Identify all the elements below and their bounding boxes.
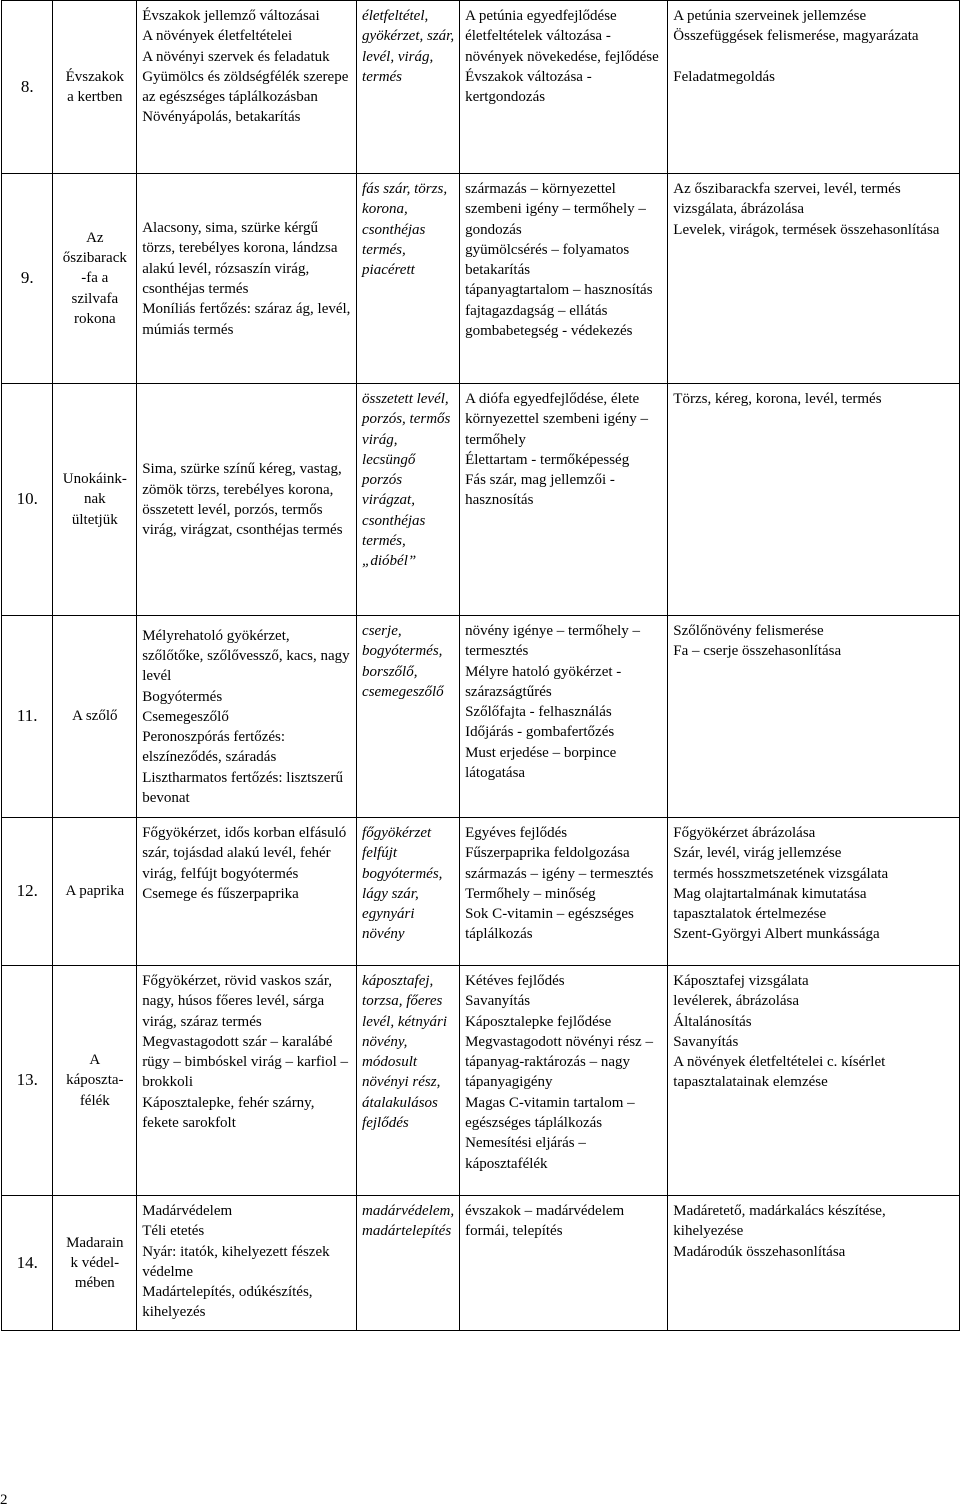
- content-line: Lisztharmatos fertőzés: lisztszerű bevonat: [142, 769, 347, 807]
- activities-line: Mag olajtartalmának kimutatása: [673, 885, 867, 902]
- activities-line: Feladatmegoldás: [673, 68, 775, 85]
- activities-line: Általánosítás: [673, 1013, 752, 1030]
- content-line: Csemegeszőlő: [142, 708, 229, 725]
- content-line: A növények életfeltételei: [142, 28, 293, 45]
- activities-line: termés hosszmetszetének vizsgálata: [673, 865, 889, 882]
- content-line: Főgyökérzet, idős korban elfásuló szár, tojásdad alakú levél, fehér virág, felfújt bogyótermés: [142, 825, 351, 882]
- connections-line: Mélyre hatoló gyökérzet - szárazságtűrés: [465, 663, 626, 700]
- connections-cell: [460, 174, 668, 384]
- topic-line: Unokáink-: [62, 471, 127, 488]
- content-line: Peronoszpórás fertőzés: elszíneződés, száradás: [142, 729, 289, 766]
- keywords-line: főgyökérzet felfújt bogyótermés, lágy szár, egynyári növény: [362, 825, 447, 943]
- content-line: Nyár: itatók, kihelyezett fészek védelme: [142, 1243, 334, 1280]
- connections-line: Termőhely – minőség: [465, 885, 596, 902]
- connections-line: évszakok – madárvédelem formái, telepítés: [465, 1203, 628, 1240]
- topic-cell: [53, 966, 137, 1196]
- topic-cell: [53, 384, 137, 616]
- topic-line: A szőlő: [72, 708, 118, 725]
- content-cell: [137, 174, 357, 384]
- keywords-line: életfeltétel, gyökérzet, szár, levél, virág, termés: [362, 8, 458, 85]
- content-cell: [137, 818, 357, 966]
- connections-line: növény igénye – termőhely – termesztés: [465, 623, 644, 660]
- activities-cell: [668, 1, 960, 174]
- page-number: 2: [0, 1492, 8, 1508]
- content-line: A növényi szervek és feladatuk: [142, 48, 330, 65]
- topic-cell: [53, 818, 137, 966]
- keywords-line: madárvédelem, madártelepítés: [362, 1203, 458, 1240]
- connections-line: Savanyítás: [465, 993, 531, 1010]
- connections-line: Megvastagodott növényi rész – tápanyag-raktározás – nagy tápanyagigény: [465, 1033, 657, 1091]
- topic-cell: [53, 1196, 137, 1331]
- topic-cell: [53, 616, 137, 818]
- content-line: Sima, szürke színű kéreg, vastag, zömök törzs, terebélyes korona, összetett levél, porzós, termős virág, virágzat, csonthéjas termés: [142, 461, 346, 539]
- content-line: Mélyrehatoló gyökérzet, szőlőtőke, szőlővessző, kacs, nagy levél: [142, 627, 354, 685]
- activities-line: Szár, levél, virág jellemzése: [673, 845, 842, 862]
- topic-line: a kertben: [67, 89, 123, 105]
- activities-line: Törzs, kéreg, korona, levél, termés: [673, 391, 882, 407]
- table-row: [2, 174, 960, 384]
- content-line: Évszakok jellemző változásai: [142, 8, 320, 24]
- connections-line: Évszakok változása - kertgondozás: [465, 68, 596, 106]
- table-row: [2, 1, 960, 174]
- topic-line: -fa a: [81, 270, 109, 287]
- activities-line: Madárodúk összehasonlítása: [673, 1243, 846, 1260]
- activities-cell: [668, 384, 960, 616]
- keywords-cell: [357, 966, 460, 1196]
- keywords-cell: [357, 1196, 460, 1331]
- content-line: Főgyökérzet, rövid vaskos szár, nagy, húsos főeres levél, sárga virág, száraz termés: [142, 973, 336, 1030]
- content-line: Moníliás fertőzés: száraz ág, levél, múmiás termés: [142, 301, 355, 338]
- table-row: [2, 1196, 960, 1331]
- connections-line: származás – igény – termesztés: [465, 865, 654, 882]
- content-line: Bogyótermés: [142, 688, 223, 705]
- connections-line: Időjárás - gombafertőzés: [465, 724, 615, 741]
- connections-cell: [460, 384, 668, 616]
- connections-cell: [460, 818, 668, 966]
- content-line: Csemege és fűszerpaprika: [142, 885, 299, 902]
- topic-line: A: [89, 1052, 101, 1069]
- topic-line: káposzta-: [66, 1072, 124, 1089]
- keywords-cell: [357, 818, 460, 966]
- content-line: Megvastagodott szár – karalábé rügy – bimbóskel virág – karfiol – brokkoli: [142, 1033, 352, 1091]
- table-row: [2, 384, 960, 616]
- topic-line: szilvafa: [71, 290, 119, 307]
- table-row: [2, 818, 960, 966]
- content-line: Növényápolás, betakarítás: [142, 109, 301, 126]
- keywords-cell: [357, 174, 460, 384]
- connections-line: Nemesítési eljárás – káposztafélék: [465, 1135, 590, 1172]
- activities-line: Fa – cserje összehasonlítása: [673, 643, 842, 660]
- connections-line: Káposztalepke fejlődése: [465, 1013, 612, 1030]
- topic-line: Az: [86, 229, 104, 246]
- connections-line: Magas C-vitamin tartalom – egészséges táplálkozás: [465, 1094, 639, 1132]
- connections-line: környezettel szembeni igény – termőhely: [465, 411, 652, 448]
- content-line: Madárvédelem: [142, 1203, 233, 1219]
- activities-line: tapasztalatok értelmezése: [673, 906, 827, 923]
- topic-line: mében: [74, 1275, 115, 1292]
- topic-line: félék: [79, 1092, 110, 1109]
- activities-line: Szőlőnövény felismerése: [673, 623, 824, 639]
- topic-cell: [53, 1, 137, 174]
- topic-line: ültetjük: [71, 511, 118, 528]
- connections-line: Fűszerpaprika feldolgozása: [465, 845, 630, 862]
- topic-line: A paprika: [65, 883, 125, 900]
- activities-line: [673, 47, 954, 67]
- activities-line: levélerek, ábrázolása: [673, 993, 800, 1010]
- keywords-cell: [357, 616, 460, 818]
- activities-cell: [668, 966, 960, 1196]
- activities-line: Főgyökérzet ábrázolása: [673, 825, 816, 841]
- lesson-number: 9.: [2, 174, 53, 384]
- connections-cell: [460, 1, 668, 174]
- connections-line: származás – környezettel szembeni igény – termőhely – gondozás: [465, 181, 650, 238]
- keywords-cell: [357, 384, 460, 616]
- activities-cell: [668, 1196, 960, 1331]
- topic-cell: [53, 174, 137, 384]
- table-row: [2, 966, 960, 1196]
- connections-line: tápanyagtartalom – hasznosítás: [465, 282, 653, 299]
- connections-line: Kétéves fejlődés: [465, 973, 565, 989]
- keywords-line: káposztafej, torzsa, főeres levél, kétnyári növény, módosult növényi rész, átalakulásos fejlődés: [362, 973, 451, 1132]
- connections-line: Fás szár, mag jellemzői - hasznosítás: [465, 472, 619, 509]
- content-line: Alacsony, sima, szürke kérgű törzs, terebélyes korona, lándzsa alakú levél, rózsaszín virág, csonthéjas termés: [142, 220, 342, 297]
- topic-line: Madarain: [66, 1234, 124, 1251]
- table-row: [2, 616, 960, 818]
- activities-line: Az őszibarackfa szervei, levél, termés vizsgálata, ábrázolása: [673, 181, 905, 218]
- lesson-number: 10.: [2, 384, 53, 616]
- connections-cell: [460, 1196, 668, 1331]
- content-cell: [137, 616, 357, 818]
- content-cell: [137, 1196, 357, 1331]
- content-line: Téli etetés: [142, 1223, 205, 1240]
- connections-line: Egyéves fejlődés: [465, 825, 568, 841]
- activities-line: A növények életfeltételei c. kísérlet tapasztalatainak elemzése: [673, 1054, 890, 1091]
- content-cell: [137, 1, 357, 174]
- lesson-number: 13.: [2, 966, 53, 1196]
- connections-cell: [460, 616, 668, 818]
- connections-line: Sok C-vitamin – egészséges táplálkozás: [465, 906, 638, 943]
- keywords-line: összetett levél, porzós, termős virág, lecsüngő porzós virágzat, csonthéjas termés, „dióbél”: [362, 391, 455, 570]
- content-line: Káposztalepke, fehér szárny, fekete sarokfolt: [142, 1094, 319, 1132]
- activities-line: Levelek, virágok, termések összehasonlítása: [673, 221, 940, 238]
- content-line: Gyümölcs és zöldségfélék szerepe az egészséges táplálkozásban: [142, 68, 353, 106]
- connections-line: A diófa egyedfejlődése, élete: [465, 391, 640, 407]
- topic-line: nak: [83, 491, 106, 508]
- connections-cell: [460, 966, 668, 1196]
- topic-line: rokona: [73, 310, 116, 327]
- lesson-number: 8.: [2, 1, 53, 174]
- curriculum-table: [1, 0, 960, 1331]
- keywords-line: cserje, bogyótermés, borszőlő, csemegeszőlő: [362, 623, 447, 700]
- keywords-line: fás szár, törzs, korona, csonthéjas termés, piacérett: [362, 181, 451, 279]
- connections-line: gombabetegség - védekezés: [465, 323, 633, 340]
- activities-line: Savanyítás: [673, 1033, 739, 1050]
- topic-line: Évszakok: [65, 68, 124, 85]
- connections-line: A petúnia egyedfejlődése életfeltételek változása - növények növekedése, fejlődése: [465, 8, 659, 65]
- content-cell: [137, 384, 357, 616]
- connections-line: Must erjedése – borpince látogatása: [465, 744, 621, 782]
- connections-line: fajtagazdagság – ellátás: [465, 302, 608, 319]
- activities-line: Káposztafej vizsgálata: [673, 973, 809, 989]
- connections-line: gyümölcsérés – folyamatos betakarítás: [465, 241, 633, 279]
- activities-line: Szent-Györgyi Albert munkássága: [673, 926, 880, 943]
- lesson-number: 12.: [2, 818, 53, 966]
- topic-line: őszibarack: [62, 250, 127, 267]
- connections-line: Szőlőfajta - felhasználás: [465, 704, 612, 721]
- activities-cell: [668, 818, 960, 966]
- activities-cell: [668, 616, 960, 818]
- topic-line: k védel-: [70, 1254, 120, 1271]
- connections-line: Élettartam - termőképesség: [465, 451, 630, 468]
- content-line: Madártelepítés, odúkészítés, kihelyezés: [142, 1284, 317, 1321]
- activities-line: A petúnia szerveinek jellemzése Összefüggések felismerése, magyarázata: [673, 8, 919, 45]
- activities-cell: [668, 174, 960, 384]
- lesson-number: 14.: [2, 1196, 53, 1331]
- content-cell: [137, 966, 357, 1196]
- keywords-cell: [357, 1, 460, 174]
- activities-line: Madáretető, madárkalács készítése, kihelyezése: [673, 1203, 890, 1240]
- lesson-number: 11.: [2, 616, 53, 818]
